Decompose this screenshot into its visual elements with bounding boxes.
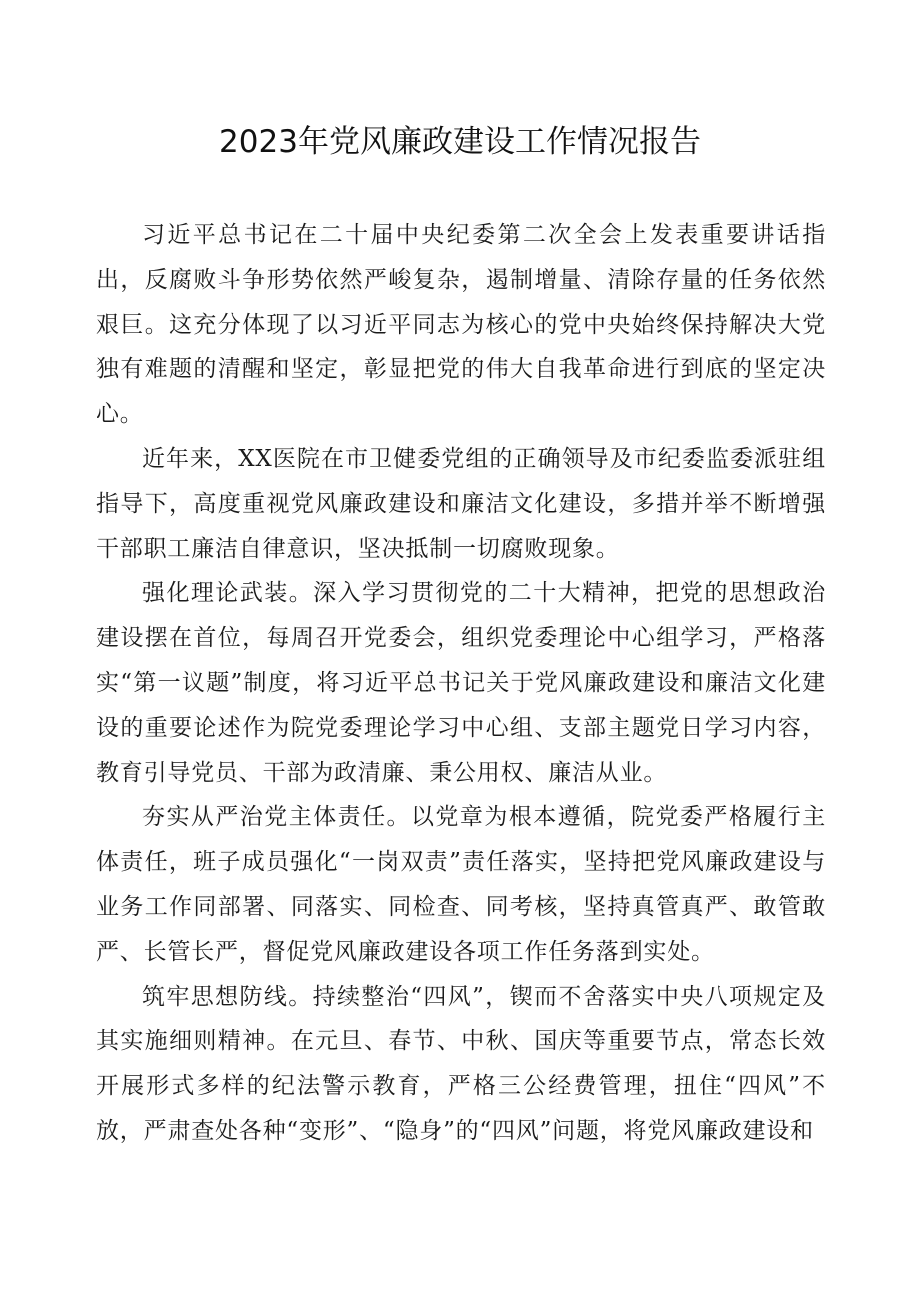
paragraph-hospital-overview: 近年来，XX医院在市卫健委党组的正确领导及市纪委监委派驻组指导下，高度重视党风廉政建设和廉洁文化建设，多措并举不断增强干部职工廉洁自律意识，坚决抵制一切腐败现象。 xyxy=(96,445,826,562)
paragraph-main-responsibility: 夯实从严治党主体责任。以党章为根本遵循，院党委严格履行主体责任，班子成员强化“一岗双责”责任落实，坚持把党风廉政建设与业务工作同部署、同落实、同检查、同考核，坚持真管真严、敢管敢严、长管长严，督促党风廉政建设各项工作任务落到实处。 xyxy=(96,804,826,965)
paragraph-theory-study: 强化理论武装。深入学习贯彻党的二十大精神，把党的思想政治建设摆在首位，每周召开党委会，组织党委理论中心组学习，严格落实“第一议题”制度，将习近平总书记关于党风廉政建设和廉洁文化建设的重要论述作为院党委理论学习中心组、支部主题党日学习内容，教育引导党员、干部为政清廉、秉公用权、廉洁从业。 xyxy=(96,580,826,786)
paragraph-ideological-defense: 筑牢思想防线。持续整治“四风”，锲而不舍落实中央八项规定及其实施细则精神。在元旦、春节、中秋、国庆等重要节点，常态长效开展形式多样的纪法警示教育，严格三公经费管理，扭住“四风”不放，严肃查处各种“变形”、“隐身”的“四风”问题，将党风廉政建设和 xyxy=(96,983,826,1144)
document-title: 2023年党风廉政建设工作情况报告 xyxy=(219,124,701,160)
paragraph-intro: 习近平总书记在二十届中央纪委第二次全会上发表重要讲话指出，反腐败斗争形势依然严峻复杂，遏制增量、清除存量的任务依然艰巨。这充分体现了以习近平同志为核心的党中央始终保持解决大党独有难题的清醒和坚定，彰显把党的伟大自我革命进行到底的坚定决心。 xyxy=(96,222,826,428)
document-body xyxy=(96,213,826,1154)
